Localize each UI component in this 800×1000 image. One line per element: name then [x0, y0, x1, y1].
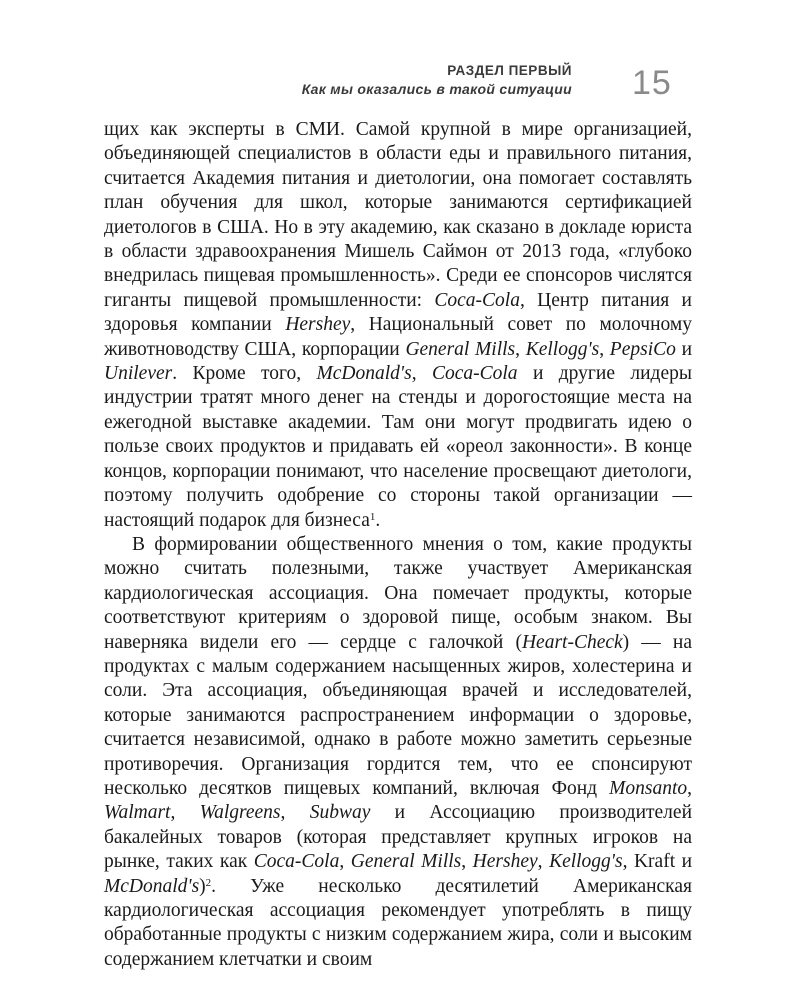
text-run: , — [537, 851, 550, 873]
italic-term: General Mills — [350, 851, 462, 873]
italic-term: McDonald's — [104, 875, 200, 897]
text-run: , — [411, 363, 432, 385]
text-run: и — [675, 338, 693, 360]
italic-term: McDonald's — [316, 363, 412, 385]
italic-term: Walgreens — [199, 802, 281, 824]
text-run: , Центр питания и здоровья компании — [104, 289, 692, 336]
text-run: . Уже несколько десятилетий Американская кардиологическая ассоциация рекомендует употреблять в пищу обработанные продукты с низким содержанием жира, соли и высоким содержанием клетчатки и своим — [104, 875, 692, 970]
text-run: , — [339, 851, 351, 873]
text-run: ) — на продуктах с малым содержанием насыщенных жиров, холестерина и соли. Эта ассоциация, объединяющая врачей и исследователей, которые занимаются распространением информации о здоровье, считается независимой, однако в работе можно заметить серьезные противоречия. Организация гордится тем, что ее спонсируют несколько десятков пищевых компаний, включая Фонд — [104, 631, 692, 799]
text-run: . Кроме того, — [172, 363, 317, 385]
text-run: и другие лидеры индустрии тратят много денег на стенды и дорогостоящие места на ежегодной выставке академии. Там они могут продвигать идею о пользе своих продуктов и придавать ей «ореол законности». В конце концов, корпорации понимают, что население просвещают диетологи, поэтому получить одобрение со стороны такой организации — настоящий подарок для бизнеса — [104, 363, 692, 531]
italic-term: Kellogg's — [549, 851, 623, 873]
italic-term: Coca-Cola — [253, 851, 340, 873]
text-run: и Ассоциацию производителей бакалейных товаров (которая представляет крупных игроков на рынке, таких как — [104, 802, 693, 873]
text-run: . — [375, 509, 381, 531]
italic-term: Hershey — [285, 314, 351, 336]
italic-term: Coca-Cola — [431, 363, 518, 385]
italic-term: PepsiCo — [609, 338, 676, 360]
paragraph — [104, 533, 692, 972]
italic-term: Heart-Check — [521, 631, 623, 653]
text-run: , Kraft и — [622, 851, 693, 873]
italic-term: Subway — [309, 802, 371, 824]
paragraph — [104, 118, 692, 533]
body-text — [104, 118, 692, 972]
text-run: В формировании общественного мнения о том, какие продукты можно считать полезными, также участвует Американская кардиологическая ассоциация. Она помечает продукты, которые соответствуют критериям о здоровой пище, особым знаком. Вы наверняка видели его — сердце с галочкой ( — [104, 533, 692, 653]
text-run: , — [515, 338, 526, 360]
text-run: ) — [199, 875, 206, 897]
text-run: щих как эксперты в СМИ. Самой крупной в мире организацией, объединяющей специалистов в области еды и правильного питания, считается Академия питания и диетологии, она помогает составлять план обучения для школ, которые занимаются сертификацией диетологов в США. Но в эту академию, как сказано в докладе юриста в области здравоохранения Мишель Саймон от 2013 года, «глубоко внедрилась пищевая промышленность». Среди ее спонсоров числятся гиганты пищевой промышленности: — [104, 119, 692, 311]
text-run: , — [687, 777, 692, 799]
footnote-ref: 2 — [205, 876, 212, 889]
italic-term: Unilever — [104, 363, 173, 385]
chapter-title: Как мы оказались в такой ситуации — [301, 80, 572, 97]
italic-term: Hershey — [472, 851, 538, 873]
text-run: , Национальный совет по молочному животноводству США, корпорации — [104, 314, 692, 360]
italic-term: Walmart — [104, 802, 171, 824]
italic-term: Coca-Cola — [434, 289, 520, 311]
italic-term: Monsanto — [609, 777, 688, 799]
footnote-ref: 1 — [369, 510, 376, 523]
text-run: , — [170, 802, 200, 824]
text-run: , — [461, 851, 473, 873]
text-run: , — [599, 338, 610, 360]
italic-term: General Mills — [405, 338, 516, 360]
section-title: РАЗДЕЛ ПЕРВЫЙ — [447, 63, 572, 78]
page-number: 15 — [632, 64, 672, 102]
italic-term: Kellogg's — [525, 338, 600, 360]
running-head — [302, 64, 572, 96]
text-run: , — [280, 802, 310, 824]
